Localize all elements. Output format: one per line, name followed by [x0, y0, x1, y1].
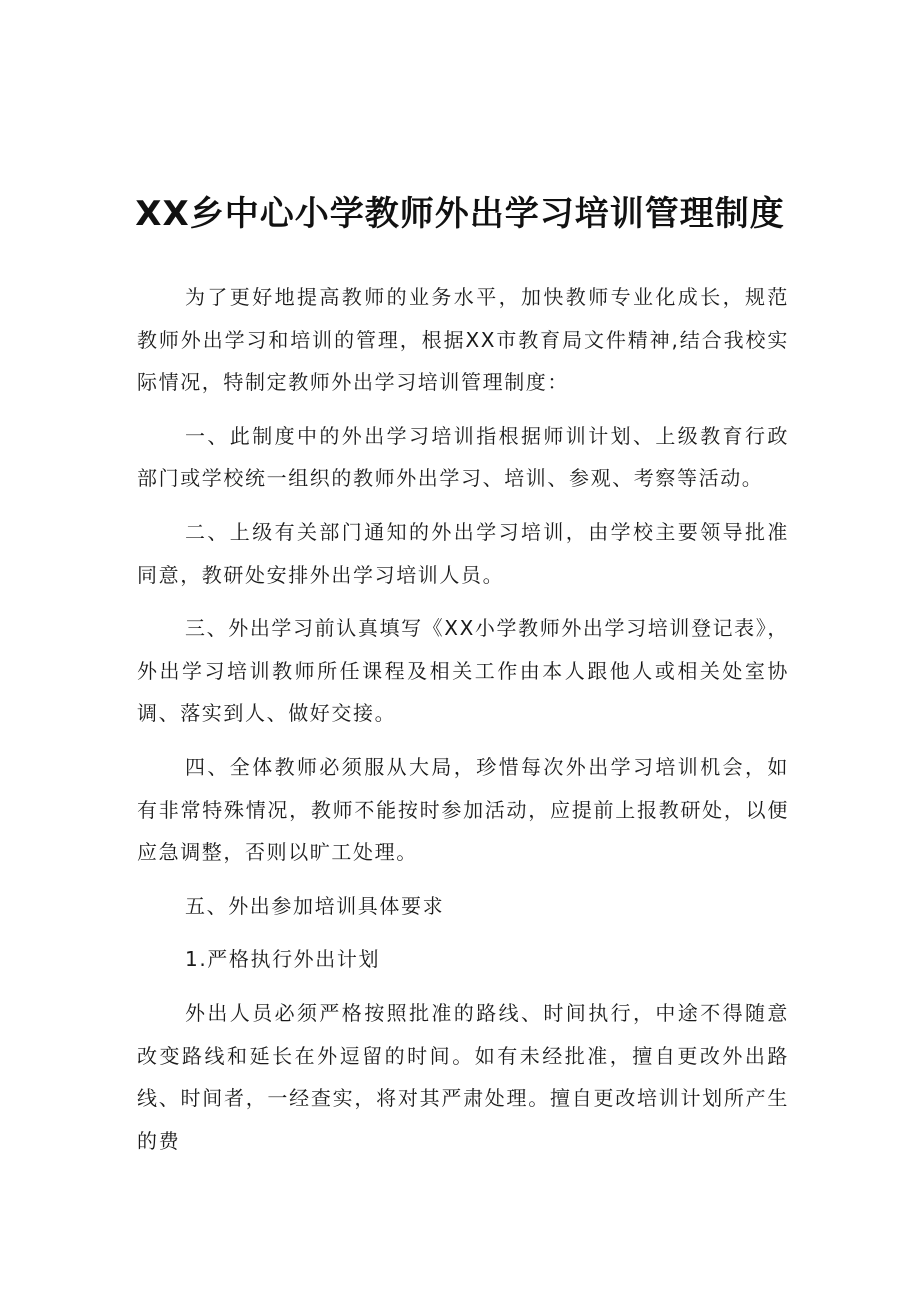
paragraph-intro: 为了更好地提高教师的业务水平，加快教师专业化成长，规范教师外出学习和培训的管理，根据XX市教育局文件精神,结合我校实际情况，特制定教师外出学习培训管理制度： — [137, 285, 789, 395]
paragraph-subitem-1-heading: 1.严格执行外出计划 — [185, 947, 381, 972]
paragraph-subitem-1-body: 外出人员必须严格按照批准的路线、时间执行，中途不得随意改变路线和延长在外逗留的时间。如有未经批准，擅自更改外出路线、时间者，一经查实，将对其严肃处理。擅自更改培训计划所产生的费 — [137, 1000, 789, 1153]
paragraph-item-3: 三、外出学习前认真填写《XX小学教师外出学习培训登记表》，外出学习培训教师所任课程及相关工作由本人跟他人或相关处室协调、落实到人、做好交接。 — [137, 616, 789, 726]
paragraph-item-5-heading: 五、外出参加培训具体要求 — [185, 893, 445, 918]
paragraph-item-1: 一、此制度中的外出学习培训指根据师训计划、上级教育行政部门或学校统一组织的教师外出学习、培训、参观、考察等活动。 — [137, 423, 789, 491]
paragraph-item-2: 二、上级有关部门通知的外出学习培训，由学校主要领导批准同意，教研处安排外出学习培训人员。 — [137, 519, 789, 587]
paragraph-item-4: 四、全体教师必须服从大局，珍惜每次外出学习培训机会，如有非常特殊情况，教师不能按时参加活动，应提前上报教研处，以便应急调整，否则以旷工处理。 — [137, 754, 789, 865]
document-body — [137, 276, 789, 1173]
document-title: XX乡中心小学教师外出学习培训管理制度 — [135, 194, 785, 234]
